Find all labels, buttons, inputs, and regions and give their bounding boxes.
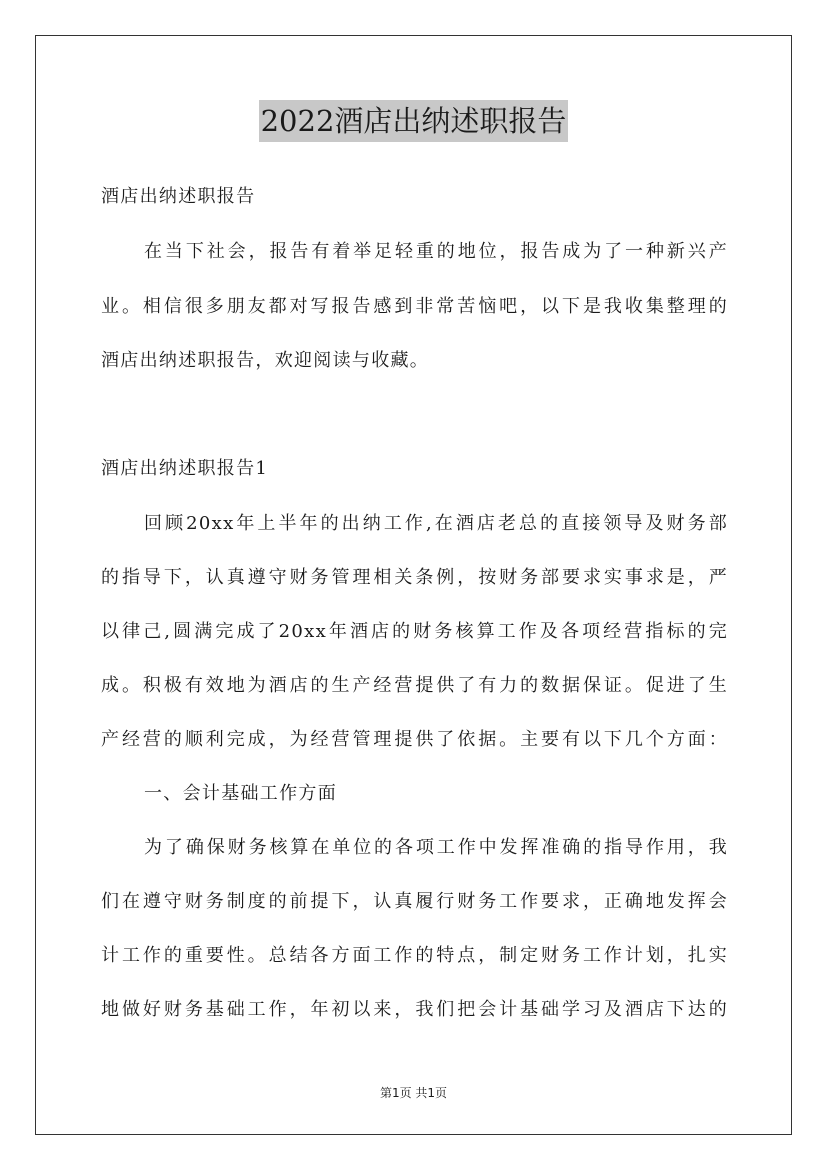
section1-line-2: 的指导下，认真遵守财务管理相关条例，按财务部要求实事求是，严 xyxy=(101,567,728,588)
section1-line-4: 成。积极有效地为酒店的生产经营提供了有力的数据保证。促进了生 xyxy=(101,675,728,696)
document-title: 2022酒店出纳述职报告 xyxy=(259,100,569,142)
sub-line-4: 地做好财务基础工作，年初以来，我们把会计基础学习及酒店下达的 xyxy=(101,999,728,1020)
intro-line-3: 酒店出纳述职报告，欢迎阅读与收藏。 xyxy=(101,350,430,371)
sub-heading: 一、会计基础工作方面 xyxy=(144,783,337,804)
section-heading-1: 酒店出纳述职报告1 xyxy=(101,458,269,479)
sub-line-2: 们在遵守财务制度的前提下，认真履行财务工作要求，正确地发挥会 xyxy=(101,891,728,912)
sub-line-3: 计工作的重要性。总结各方面工作的特点，制定财务工作计划，扎实 xyxy=(101,945,728,966)
subtitle: 酒店出纳述职报告 xyxy=(101,186,256,207)
sub-line-1: 为了确保财务核算在单位的各项工作中发挥准确的指导作用，我 xyxy=(144,837,728,858)
page-footer: 第1页 共1页 xyxy=(379,1086,448,1100)
title-container xyxy=(0,100,827,142)
section1-line-1: 回顾20xx年上半年的出纳工作,在酒店老总的直接领导及财务部 xyxy=(144,513,728,534)
intro-line-1: 在当下社会，报告有着举足轻重的地位，报告成为了一种新兴产 xyxy=(144,241,728,262)
intro-line-2: 业。相信很多朋友都对写报告感到非常苦恼吧，以下是我收集整理的 xyxy=(101,296,728,317)
section1-line-3: 以律己,圆满完成了20xx年酒店的财务核算工作及各项经营指标的完 xyxy=(101,621,728,642)
section1-line-5: 产经营的顺利完成，为经营管理提供了依据。主要有以下几个方面： xyxy=(101,729,728,750)
